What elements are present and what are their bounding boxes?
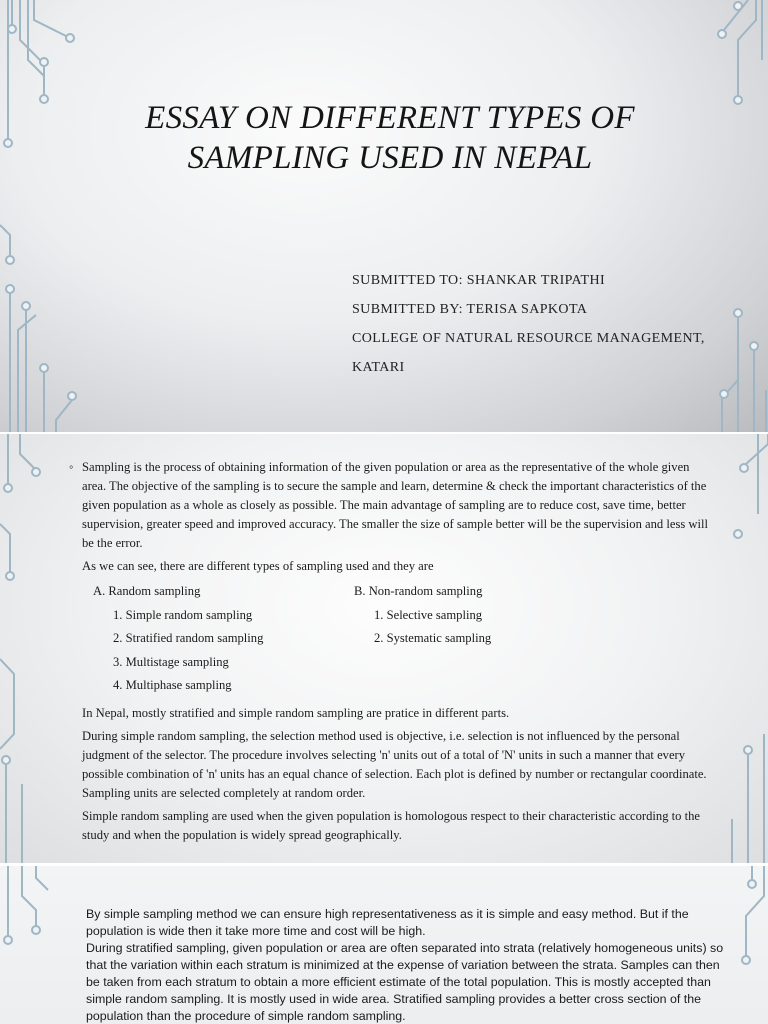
srs-description-paragraph (69, 727, 709, 803)
title-line-2: SAMPLING USED IN NEPAL (187, 140, 593, 176)
list-item: 1. Simple random sampling (113, 607, 253, 622)
list-item: 2. Systematic sampling (374, 631, 492, 645)
nepal-paragraph (69, 704, 709, 723)
srs-description-text: During simple random sampling, the selection method used is objective, i.e. selection is not influenced by the personal judgment of the selector. The procedure involves selecting 'n' units out of a total of 'N' units in such a manner that every possible combination of 'n' units has an equal chance of selection. Each plot is defined by number or rectangular coordinate. Sampling units are selected completely at random order. (82, 729, 707, 800)
random-sampling-heading: A. Random sampling (93, 584, 201, 598)
nonrandom-sampling-column (354, 580, 491, 651)
srs-usage-text: Simple random sampling are used when the given population is homologous respect to their characteristic according to the study and when the population is widely spread geographically. (82, 809, 700, 842)
intro-paragraph (69, 458, 709, 553)
simple-sampling-paragraph: By simple sampling method we can ensure high representativeness as it is simple and easy method. But if the population is wide then it take more time and cost will be high. (86, 907, 689, 938)
random-sampling-column (93, 580, 263, 698)
circuit-decoration-left (0, 434, 60, 863)
sampling-types-list (82, 580, 709, 698)
slide-body (86, 906, 726, 1024)
list-item: 2. Stratified random sampling (113, 631, 264, 645)
content-slide-sampling (0, 434, 768, 863)
nepal-text: In Nepal, mostly stratified and simple random sampling are pratice in different parts. (82, 706, 510, 720)
list-item: 4. Multiphase sampling (113, 678, 232, 692)
intro-text: Sampling is the process of obtaining information of the given population or area as the representative of the whole given area. The objective of the sampling is to secure the sample and learn, determine & check the important characteristics of the given population as a whole as closely as possible. The main advantage of sampling are to reduce cost, save time, better supervision, greater speed and improved accuracy. The smaller the size of sample better will be the supervision and less will be the error. (82, 460, 708, 550)
list-item: 3. Multistage sampling (113, 654, 229, 669)
bullet-icon: ◦ (69, 460, 74, 474)
submitted-by: SUBMITTED BY: TERISA SAPKOTA (352, 302, 588, 317)
circuit-decoration-left (0, 0, 90, 432)
slide-title (100, 98, 680, 178)
stratified-sampling-paragraph: During stratified sampling, given population or area are often separated into strata (relatively homogeneous units) so that the variation within each stratum is minimized at the expense of variation between the strata. Samples can then be taken from each stratum to obtain a more efficient estimate of the total population. This is mostly accepted than simple random sampling. It is mostly used in wide area. Stratified sampling provides a better cross section of the population than the procedure of simple random sampling. (86, 941, 724, 1023)
circuit-decoration-left (0, 866, 60, 1024)
submitted-to: SUBMITTED TO: SHANKAR TRIPATHI (352, 273, 606, 288)
title-slide (0, 0, 768, 432)
college-location: KATARI (352, 360, 405, 375)
list-item: 1. Selective sampling (374, 607, 483, 622)
submission-info (352, 266, 752, 382)
title-line-1: ESSAY ON DIFFERENT TYPES OF (145, 100, 635, 136)
nonrandom-sampling-heading: B. Non-random sampling (354, 584, 483, 598)
content-slide-stratified (0, 866, 768, 1024)
circuit-decoration-right (708, 434, 768, 863)
types-intro (69, 557, 709, 576)
college-name: COLLEGE OF NATURAL RESOURCE MANAGEMENT, (352, 331, 705, 346)
slide-body (69, 458, 709, 849)
types-intro-text: As we can see, there are different types of sampling used and they are (82, 559, 434, 573)
srs-usage-paragraph (69, 807, 709, 845)
